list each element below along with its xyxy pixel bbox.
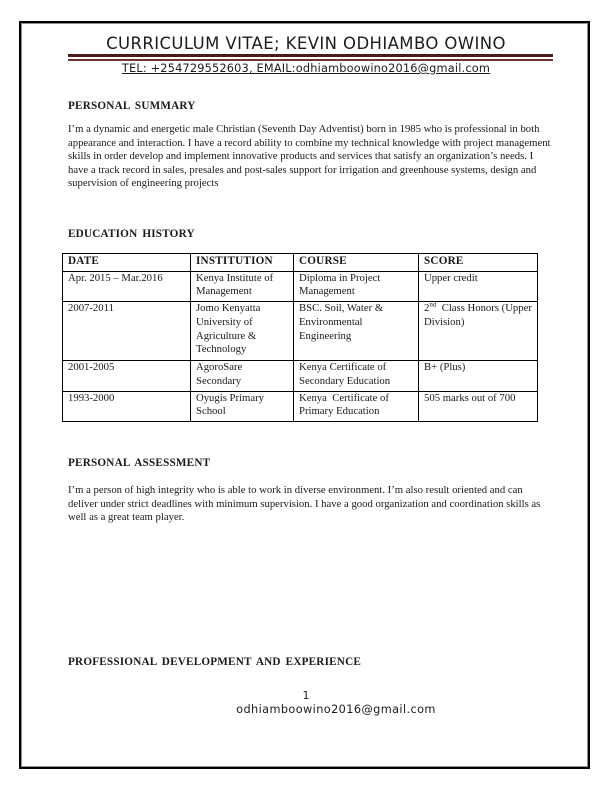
heading-personal-summary: PERSONAL SUMMARY [68, 100, 196, 112]
cell-date: 2001-2005 [68, 361, 115, 374]
column-header-date: DATE [63, 254, 191, 272]
cell-institution: Jomo Kenyatta University of Agriculture & Technology [196, 302, 264, 356]
heading-professional-development: PROFESSIONAL DEVELOPMENT AND EXPERIENCE [68, 656, 362, 668]
personal-summary-paragraph: I’m a dynamic and energetic male Christian (Seventh Day Adventist) born in 1985 who is professional in both appearance and interaction. I have a record ability to combine my technical knowledge with project management skills in order develop and implement innovative products and services that satisfy an organization’s needs. I have a track record in sales, presales and post-sales support for irrigation and greenhouse systems, design and supervision of engineering projects [68, 123, 551, 190]
contact-line: TEL: +254729552603, EMAIL:odhiamboowino2016@gmail.com [121, 62, 491, 75]
cell-institution: Oyugis Primary School [196, 391, 267, 418]
cell-score [424, 302, 535, 328]
document-title: CURRICULUM VITAE; KEVIN ODHIAMBO OWINO [106, 34, 506, 53]
footer-email: odhiamboowino2016@gmail.com [236, 703, 436, 716]
table-header-row [63, 254, 538, 272]
column-header-score: SCORE [419, 254, 538, 272]
personal-assessment-paragraph: I’m a person of high integrity who is able to work in diverse environment. I’m also result oriented and can deliver under strict deadlines with minimum supervision. I have a good organization and coordination skills as well as a great team player. [68, 484, 541, 524]
heading-personal-assessment: PERSONAL ASSESSMENT [68, 457, 211, 469]
cell-date: 2007-2011 [68, 302, 114, 315]
table-row [63, 271, 538, 301]
cell-course: Kenya Certificate of Primary Education [299, 391, 392, 418]
table-row [63, 302, 538, 361]
cell-date: Apr. 2015 – Mar.2016 [68, 271, 163, 284]
cell-score: B+ (Plus) [424, 361, 466, 374]
table-row [63, 361, 538, 391]
cell-course: BSC. Soil, Water & Environmental Engineering [299, 302, 386, 342]
cell-score: 505 marks out of 700 [424, 391, 516, 404]
education-history-table [62, 253, 538, 422]
score-superscript: nd [429, 300, 437, 309]
cell-course: Kenya Certificate of Secondary Education [299, 361, 391, 387]
cell-institution: Kenya Institute of Management [196, 271, 276, 298]
cell-institution: AgoroSare Secondary [196, 361, 245, 387]
table-row [63, 391, 538, 421]
header-divider-rule [68, 54, 553, 61]
cell-score: Upper credit [424, 271, 478, 284]
cell-course: Diploma in Project Management [299, 271, 384, 298]
column-header-course: COURSE [294, 254, 419, 272]
column-header-institution: INSTITUTION [191, 254, 294, 272]
score-base: 2 [424, 302, 430, 315]
cell-date: 1993-2000 [68, 391, 115, 404]
heading-education-history: EDUCATION HISTORY [68, 228, 195, 240]
footer-page-number: 1 [302, 689, 310, 702]
score-rest: Class Honors (Upper Division) [424, 302, 535, 328]
